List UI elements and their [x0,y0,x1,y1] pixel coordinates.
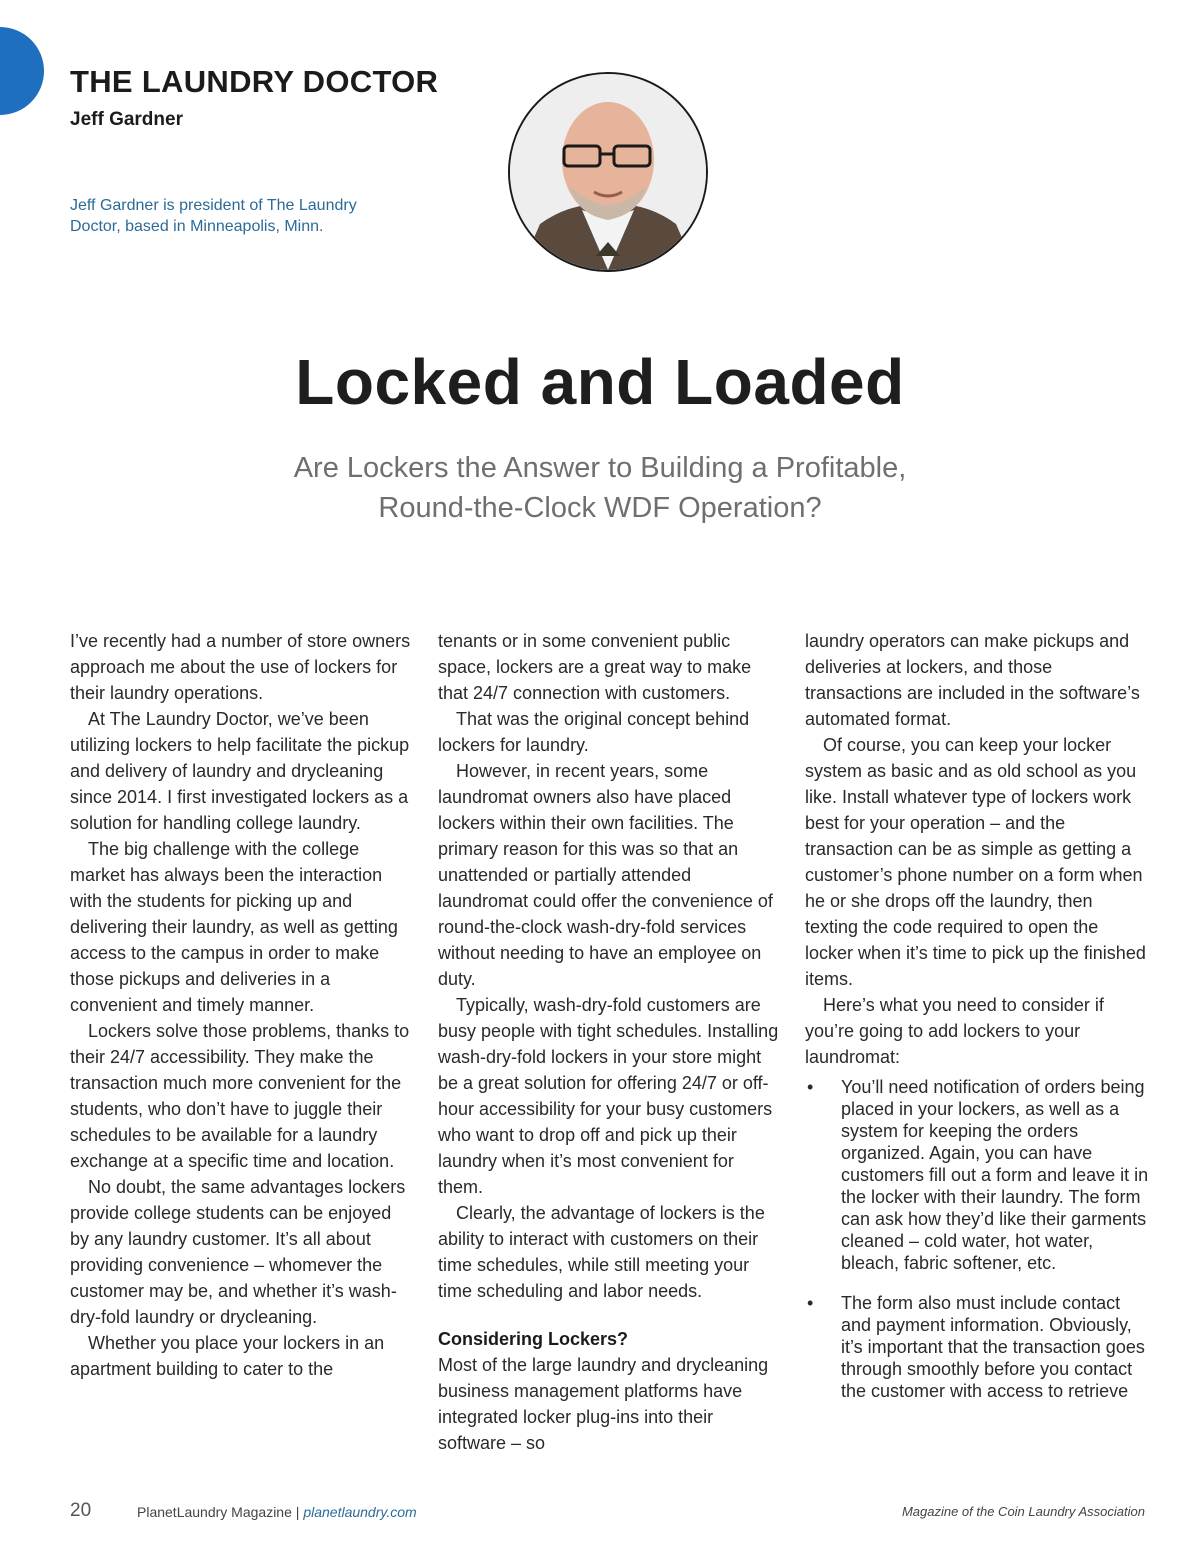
paragraph: Whether you place your lockers in an apartment building to cater to the [70,1333,385,1379]
author-bio: Jeff Gardner is president of The Laundry Doctor, based in Minneapolis, Minn. [70,197,357,235]
list-item-text: You’ll need notification of orders being placed in your lockers, as well as a system for keeping the orders organized. Again, you can have customers fill out a form and leave it in the locker with their laundry. The form can ask how they’d like their garments cleaned – cold water, hot water, bleach, fabric softener, etc. [841,1077,1149,1273]
section-spacer [438,1304,783,1326]
subtitle-line-1: Are Lockers the Answer to Building a Profitable, [293,452,907,484]
footer-association: Magazine of the Coin Laundry Association [901,1504,1145,1519]
paragraph: Most of the large laundry and drycleaning business management platforms have integrated locker plug-ins into their software – so [438,1355,769,1453]
paragraph: Lockers solve those problems, thanks to their 24/7 accessibility. They make the transaction much more convenient for the students, who don’t have to juggle their schedules to be available for a laundry exchange at a specific time and location. [70,1021,410,1171]
section-heading: Considering Lockers? [438,1329,629,1349]
paragraph: The big challenge with the college market has always been the interaction with the students for picking up and delivering their laundry, as well as getting access to the campus in order to make those pickups and deliveries in a convenient and timely manner. [70,839,398,1015]
magazine-name: PlanetLaundry Magazine [137,1504,292,1520]
list-item [805,1076,1150,1274]
footer-separator: | [295,1504,300,1520]
paragraph: However, in recent years, some laundromat owners also have placed lockers within their own facilities. The primary reason for this was so that an unattended or partially attended laundromat could offer the convenience of round-the-clock wash-dry-fold services without needing to have an employee on duty. [438,761,773,989]
considerations-list [805,1076,1150,1402]
paragraph: Typically, wash-dry-fold customers are busy people with tight schedules. Installing wash-dry-fold lockers in your store might be a great solution for offering 24/7 or off-hour accessibility for your busy customers who want to drop off and pick up their laundry when it’s most convenient for them. [438,995,779,1197]
paragraph: I’ve recently had a number of store owners approach me about the use of lockers for their laundry operations. [70,631,411,703]
article-column-3 [805,628,1150,1420]
paragraph: Here’s what you need to consider if you’re going to add lockers to your laundromat: [805,995,1104,1067]
paragraph: That was the original concept behind lockers for laundry. [438,709,750,755]
section-tab-marker [0,27,44,115]
bullet-icon: • [807,1293,814,1313]
author-portrait [508,72,708,272]
list-item [805,1292,1150,1402]
paragraph: Clearly, the advantage of lockers is the ability to interact with customers on their time schedules, while still meeting your time scheduling and labor needs. [438,1203,765,1301]
paragraph: tenants or in some convenient public space, lockers are a great way to make that 24/7 connection with customers. [438,631,752,703]
magazine-url-link[interactable]: planetlaundry.com [303,1504,417,1520]
article-title: Locked and Loaded [295,346,905,418]
article-column-2 [438,628,783,1456]
paragraph: At The Laundry Doctor, we’ve been utilizing lockers to help facilitate the pickup and delivery of laundry and drycleaning since 2014. I first investigated lockers as a solution for handling college laundry. [70,709,410,833]
list-item-text: The form also must include contact and payment information. Obviously, it’s important that the transaction goes through smoothly before you contact the customer with access to retrieve [841,1293,1145,1401]
article-subtitle [0,448,1200,528]
subtitle-line-2: Round-the-Clock WDF Operation? [378,492,822,524]
paragraph: Of course, you can keep your locker system as basic and as old school as you like. Install whatever type of lockers work best for your operation – and the transaction can be as simple as getting a customer’s phone number on a form when he or she drops off the laundry, then texting the code required to open the locker when it’s time to pick up the finished items. [805,735,1146,989]
author-name: Jeff Gardner [70,109,183,130]
footer-publication [137,1504,417,1520]
paragraph: laundry operators can make pickups and deliveries at lockers, and those transactions are included in the software’s automated format. [805,631,1140,729]
article-column-1 [70,628,415,1382]
page-number: 20 [70,1500,92,1521]
paragraph: No doubt, the same advantages lockers provide college students can be enjoyed by any laundry customer. It’s all about providing convenience – whomever the customer may be, and whether it’s wash-dry-fold laundry or drycleaning. [70,1177,406,1327]
bullet-icon: • [807,1077,814,1097]
column-title: THE LAUNDRY DOCTOR [70,64,439,99]
